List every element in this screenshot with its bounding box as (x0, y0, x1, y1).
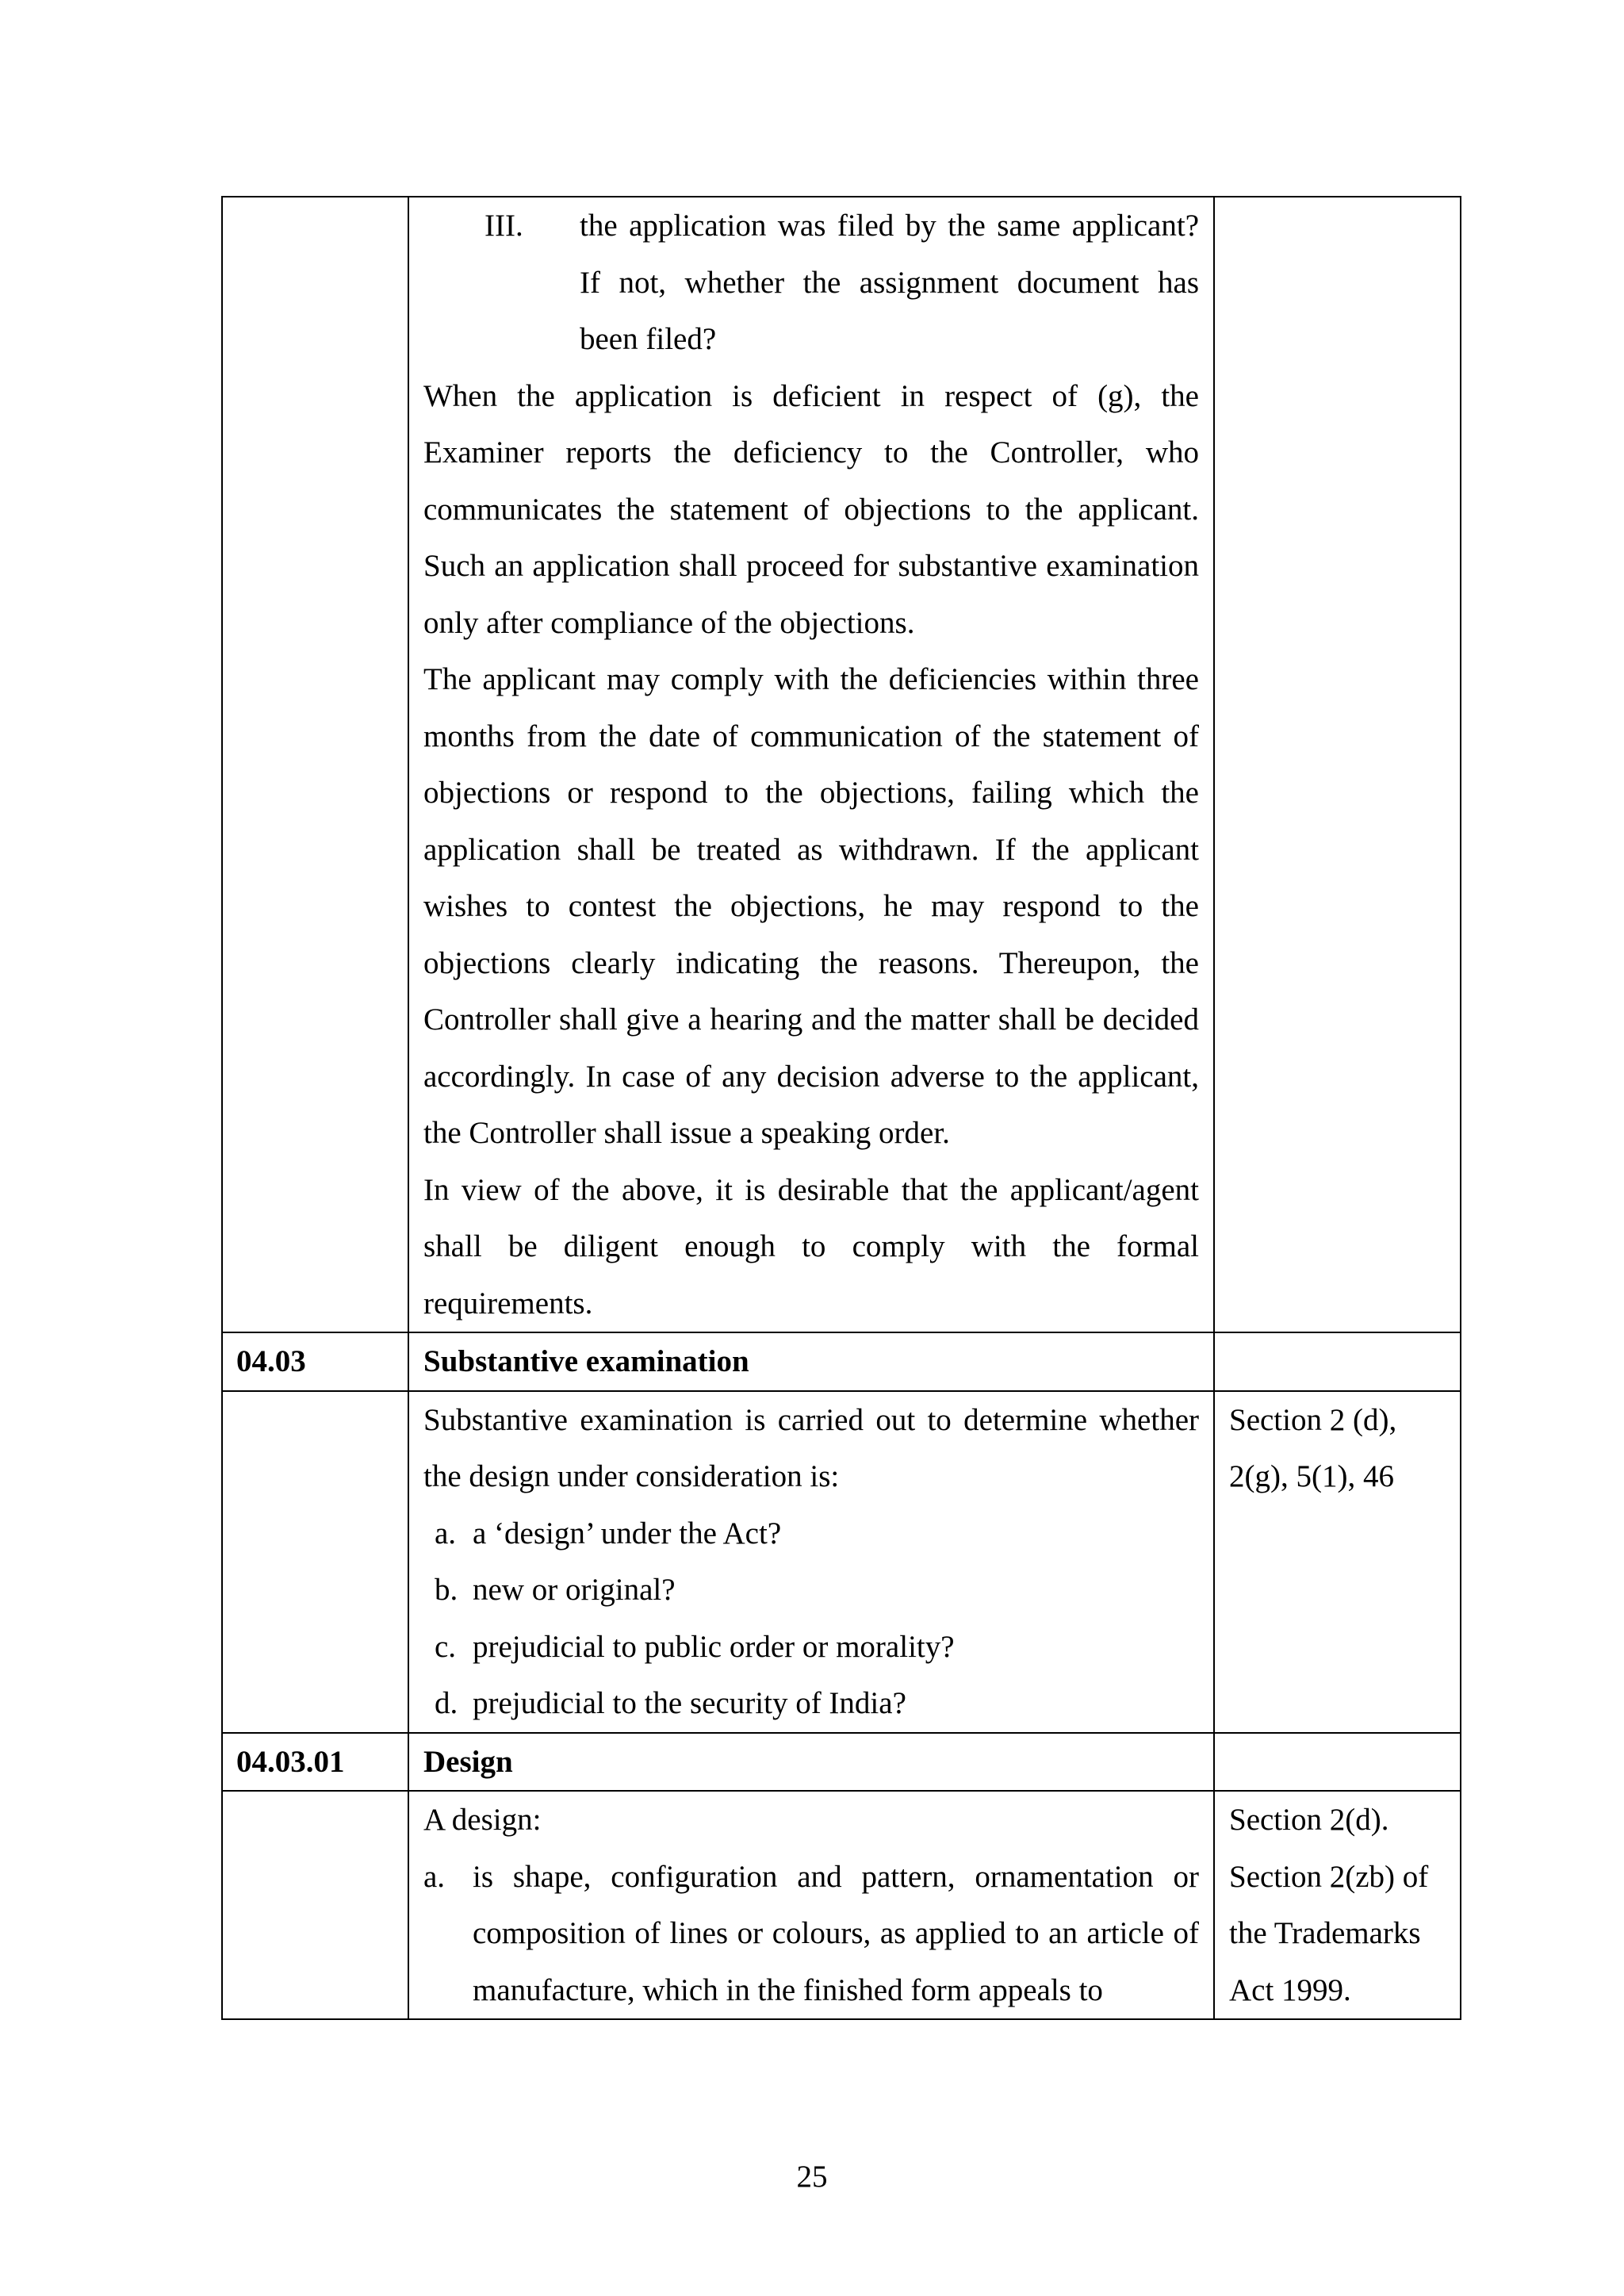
list-marker: a. (435, 1516, 457, 1550)
list-item-text: is shape, configuration and pattern, ornamentation or composition of lines or colours, as applied to an article of manufacture, which in the finished form appeals to (473, 1859, 1199, 2007)
content-cell (408, 1391, 1214, 1733)
paragraph: A design: (423, 1803, 542, 1837)
section-number-cell-empty (222, 1791, 408, 2019)
roman-item-text: the application was filed by the same applicant? If not, whether the assignment document has been filed? (580, 209, 1199, 356)
list-item (423, 1562, 1199, 1619)
section-number-cell-empty (222, 1391, 408, 1733)
legal-reference: Section 2(d). (1229, 1803, 1389, 1837)
list-item (423, 1505, 1199, 1562)
section-number: 04.03 (222, 1332, 408, 1391)
list-item (423, 1849, 1199, 2019)
list-item-text: a ‘design’ under the Act? (473, 1516, 782, 1550)
table-row-continuation (222, 197, 1461, 1332)
roman-numeral: III. (485, 209, 523, 243)
paragraph: The applicant may comply with the deficiencies within three months from the date of communication of the statement of objections or respond to the objections, failing which the application shall be treated as withdrawn. If the applicant wishes to contest the objections, he may respond to the objections clearly indicating the reasons. Thereupon, the Controller shall give a hearing and the matter shall be decided accordingly. In case of any decision adverse to the applicant, the Controller shall issue a speaking order. (423, 662, 1199, 1150)
page-number: 25 (796, 2160, 828, 2194)
reference-cell-empty (1214, 197, 1461, 1332)
paragraph: Substantive examination is carried out to determine whether the design under consideration is: (423, 1402, 1199, 1493)
reference-cell-empty (1214, 1733, 1461, 1792)
roman-list-item (423, 197, 1199, 368)
section-number-cell-empty (222, 197, 408, 1332)
table-row (222, 1791, 1461, 2019)
content-cell-continuation (408, 197, 1214, 1332)
content-cell (408, 1791, 1214, 2019)
manual-table (221, 196, 1461, 2020)
list-item (423, 1675, 1199, 1732)
paragraph: When the application is deficient in respect of (g), the Examiner reports the deficiency to the Controller, who communicates the statement of objections to the applicant. Such an application shall proceed for substantive examination only after compliance of the objections. (423, 378, 1199, 640)
section-heading: Substantive examination (408, 1332, 1214, 1391)
list-marker: a. (423, 1859, 446, 1894)
table-row (222, 1391, 1461, 1733)
list-item-text: new or original? (473, 1573, 676, 1607)
list-item-text: prejudicial to the security of India? (473, 1686, 906, 1720)
table-row-heading (222, 1733, 1461, 1792)
reference-cell-empty (1214, 1332, 1461, 1391)
legal-reference: Section 2 (d), 2(g), 5(1), 46 (1229, 1402, 1397, 1493)
section-heading: Design (408, 1733, 1214, 1792)
paragraph: In view of the above, it is desirable that the applicant/agent shall be diligent enough to comply with the formal requirements. (423, 1172, 1199, 1320)
section-number: 04.03.01 (222, 1733, 408, 1792)
legal-reference: Section 2(zb) of the Trademarks Act 1999. (1229, 1859, 1429, 2007)
reference-cell (1214, 1391, 1461, 1733)
table-row-heading (222, 1332, 1461, 1391)
list-marker: c. (435, 1629, 457, 1664)
list-item (423, 1619, 1199, 1676)
list-item-text: prejudicial to public order or morality? (473, 1629, 955, 1664)
reference-cell (1214, 1791, 1461, 2019)
list-marker: b. (435, 1573, 458, 1607)
list-marker: d. (435, 1686, 458, 1720)
